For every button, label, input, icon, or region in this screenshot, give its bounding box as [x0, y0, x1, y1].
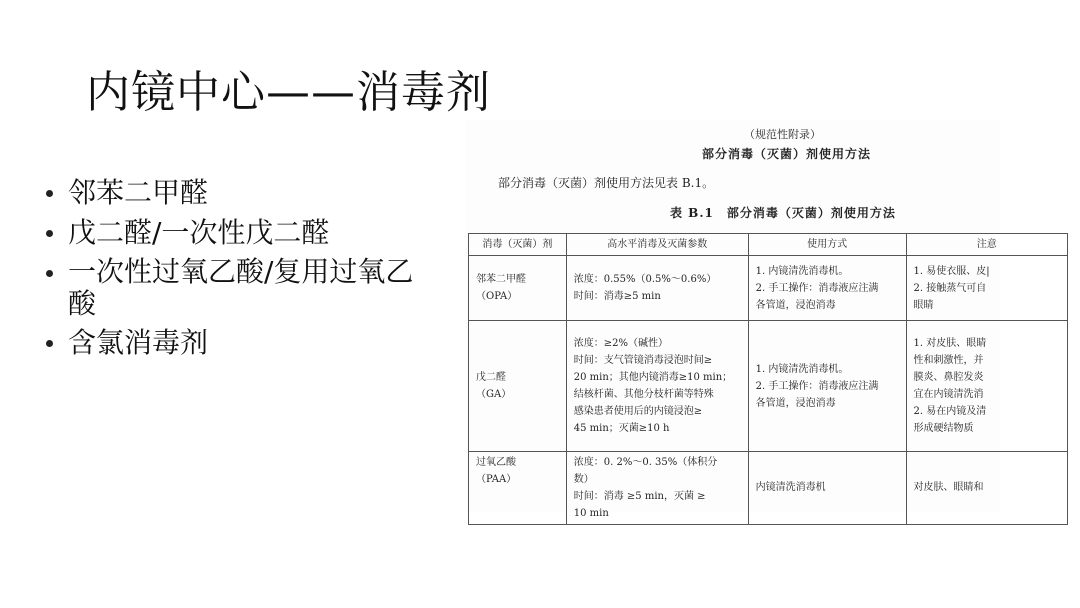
agent-cell: 过氧乙酸 （PAA）	[469, 452, 567, 525]
table-row	[469, 321, 1068, 452]
notes-cell: 1. 易使衣服、皮| 2. 接触蒸气可自 眼睛	[906, 256, 1067, 321]
params-cell: 浓度：0. 2%～0. 35%（体积分 数） 时间：消毒 ≥5 min，灭菌 ≥ 10 min	[566, 452, 748, 525]
table-title: 表 B.1 部分消毒（灭菌）剂使用方法	[670, 206, 896, 220]
slide-title: 内镜中心——消毒剂	[86, 67, 491, 118]
document-intro: 部分消毒（灭菌）剂使用方法见表 B.1。	[498, 176, 715, 190]
agent-cell: 邻苯二甲醛 （OPA）	[469, 256, 567, 321]
bullet-text: 含氯消毒剂	[68, 326, 209, 359]
bullet-text: 一次性过氧乙酸/复用过氧乙酸	[68, 255, 414, 320]
usage-cell: 1. 内镜清洗消毒机。 2. 手工操作：消毒液应注满 各管道，浸泡消毒	[748, 321, 906, 452]
bullet-item	[44, 326, 424, 360]
bullet-item	[44, 176, 424, 210]
table-header-row	[469, 234, 1068, 256]
bullet-text: 戊二醛/一次性戊二醛	[68, 216, 330, 249]
bullet-dot-icon	[46, 270, 53, 277]
document-scan	[466, 120, 1000, 519]
bullet-item	[44, 256, 424, 320]
bullet-text: 邻苯二甲醛	[68, 176, 209, 209]
bullet-dot-icon	[46, 340, 53, 347]
column-header: 消毒（灭菌）剂	[469, 234, 567, 256]
column-header: 使用方式	[748, 234, 906, 256]
disinfectant-table	[468, 233, 1068, 525]
bullet-list	[44, 176, 424, 366]
bullet-item	[44, 216, 424, 250]
document-heading: 部分消毒（灭菌）剂使用方法	[702, 147, 872, 161]
params-cell: 浓度：0.55%（0.5%～0.6%） 时间：消毒≥5 min	[566, 256, 748, 321]
column-header: 注意	[906, 234, 1067, 256]
notes-cell: 1. 对皮肤、眼睛 性和刺激性，并 膜炎、鼻腔发炎 宜在内镜清洗消 2. 易在内镜及清 形成硬结物质	[906, 321, 1067, 452]
table-row	[469, 452, 1068, 525]
usage-cell: 1. 内镜清洗消毒机。 2. 手工操作：消毒液应注满 各管道，浸泡消毒	[748, 256, 906, 321]
column-header: 高水平消毒及灭菌参数	[566, 234, 748, 256]
table-row	[469, 256, 1068, 321]
agent-cell: 戊二醛 （GA）	[469, 321, 567, 452]
appendix-label: （规范性附录）	[744, 128, 821, 141]
notes-cell: 对皮肤、眼睛和	[906, 452, 1067, 525]
usage-cell: 内镜清洗消毒机	[748, 452, 906, 525]
bullet-dot-icon	[46, 230, 53, 237]
bullet-dot-icon	[46, 190, 53, 197]
params-cell: 浓度：≥2%（碱性） 时间：支气管镜消毒浸泡时间≥ 20 min；其他内镜消毒≥10 min； 结核杆菌、其他分枝杆菌等特殊 感染患者使用后的内镜浸泡≥ 45 min；灭菌≥10 h	[566, 321, 748, 452]
